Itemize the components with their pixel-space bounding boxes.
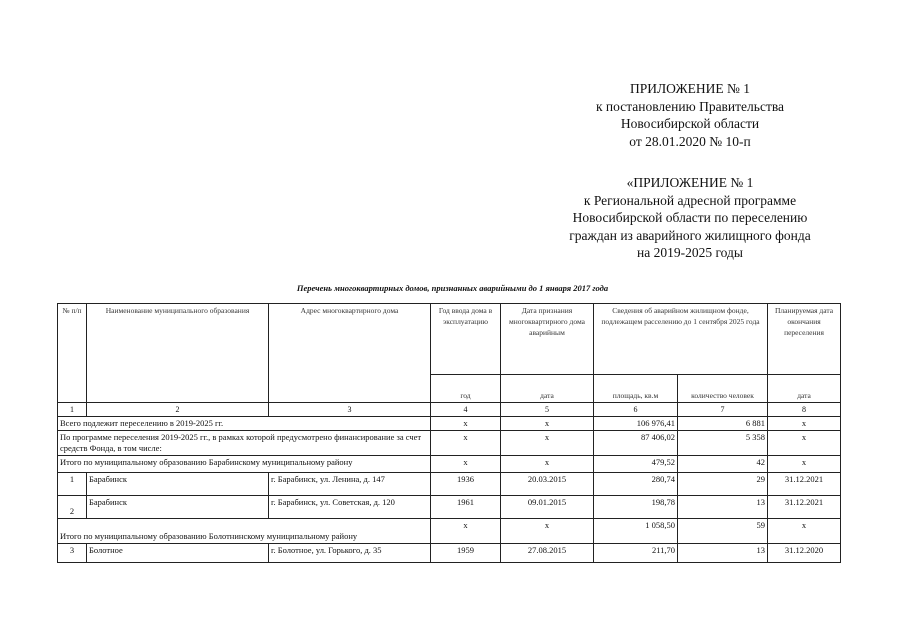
summary-row-fund <box>58 431 841 456</box>
summary-label: По программе переселения 2019-2025 гг., в рамках которой предусмотрено финансирование за счет средств Фонда, в том числе: <box>58 431 431 456</box>
row-people: 13 <box>678 496 768 519</box>
subtotal-year: x <box>431 456 501 473</box>
row-num: 2 <box>58 496 87 519</box>
column-number: 7 <box>678 403 768 417</box>
row-date: 27.08.2015 <box>501 544 594 563</box>
appendix-date-line: от 28.01.2020 № 10-п <box>629 133 751 149</box>
table-row <box>58 473 841 496</box>
table-row <box>58 496 841 519</box>
summary-year: x <box>431 417 501 431</box>
subtotal-people: 42 <box>678 456 768 473</box>
column-number: 6 <box>594 403 678 417</box>
row-address: г. Барабинск, ул. Ленина, д. 147 <box>269 473 431 496</box>
row-area: 280,74 <box>594 473 678 496</box>
row-area: 211,70 <box>594 544 678 563</box>
column-numbers-row <box>58 403 841 417</box>
column-number: 3 <box>269 403 431 417</box>
column-number: 2 <box>87 403 269 417</box>
row-end: 31.12.2021 <box>768 496 841 519</box>
program-appendix-line-3: Новосибирской области по переселению <box>572 210 808 225</box>
appendix-region-line: Новосибирской области <box>620 116 760 131</box>
summary-people: 6 881 <box>678 417 768 431</box>
summary-area: 87 406,02 <box>594 431 678 456</box>
summary-date: x <box>501 431 594 456</box>
unit-date: дата <box>501 375 594 403</box>
program-appendix-line-2: к Региональной адресной программе <box>583 192 797 208</box>
header-year-built: Год ввода дома в эксплуатацию <box>431 304 501 375</box>
subtotal-row-bolotnoe <box>58 519 841 544</box>
appendix-resolution-line: к постановлению Правительства <box>595 98 785 114</box>
summary-end: x <box>768 417 841 431</box>
row-num: 1 <box>58 473 87 496</box>
program-appendix-header <box>540 174 840 262</box>
row-area: 198,78 <box>594 496 678 519</box>
summary-year: x <box>431 431 501 456</box>
header-date-recognized: Дата признания многоквартирного дома аварийным <box>501 304 594 375</box>
column-number: 4 <box>431 403 501 417</box>
row-municipality: Барабинск <box>87 473 269 496</box>
program-appendix-number: «ПРИЛОЖЕНИЕ № 1 <box>626 175 754 190</box>
summary-end: x <box>768 431 841 456</box>
program-appendix-line-5: на 2019-2025 годы <box>637 245 743 260</box>
row-address: г. Барабинск, ул. Советская, д. 120 <box>269 496 431 519</box>
subtotal-date: x <box>501 519 594 544</box>
subtotal-year: x <box>431 519 501 544</box>
row-municipality: Барабинск <box>87 496 269 519</box>
table-row <box>58 544 841 563</box>
subtotal-area: 479,52 <box>594 456 678 473</box>
row-year: 1936 <box>431 473 501 496</box>
program-appendix-line-4: граждан из аварийного жилищного фонда <box>569 227 811 243</box>
subtotal-date: x <box>501 456 594 473</box>
header-num: № п/п <box>58 304 87 403</box>
row-num: 3 <box>58 544 87 563</box>
unit-date-end: дата <box>768 375 841 403</box>
row-date: 20.03.2015 <box>501 473 594 496</box>
header-planned-end: Планируемая дата окончания переселения <box>768 304 841 375</box>
subtotal-row-barabinsk <box>58 456 841 473</box>
subtotal-area: 1 058,50 <box>594 519 678 544</box>
table-header-row <box>58 304 841 375</box>
summary-row-total <box>58 417 841 431</box>
unit-people: количество человек <box>678 375 768 403</box>
row-year: 1961 <box>431 496 501 519</box>
row-people: 29 <box>678 473 768 496</box>
appendix-header <box>560 80 820 150</box>
subtotal-end: x <box>768 519 841 544</box>
column-number: 1 <box>58 403 87 417</box>
header-emergency-info: Сведения об аварийном жилищном фонде, подлежащем расселению до 1 сентября 2025 года <box>594 304 768 375</box>
appendix-number: ПРИЛОЖЕНИЕ № 1 <box>629 81 751 96</box>
subtotal-label: Итого по муниципальному образованию Барабинскому муниципальному району <box>58 456 431 473</box>
column-number: 8 <box>768 403 841 417</box>
row-end: 31.12.2020 <box>768 544 841 563</box>
unit-year: год <box>431 375 501 403</box>
subtotal-label: Итого по муниципальному образованию Болотнинскому муниципальному району <box>58 519 431 544</box>
row-year: 1959 <box>431 544 501 563</box>
row-address: г. Болотное, ул. Горького, д. 35 <box>269 544 431 563</box>
document-title: Перечень многоквартирных домов, признанных аварийными до 1 января 2017 года <box>296 283 609 293</box>
header-address: Адрес многоквартирного дома <box>269 304 431 403</box>
unit-area: площадь, кв.м <box>594 375 678 403</box>
subtotal-end: x <box>768 456 841 473</box>
subtotal-people: 59 <box>678 519 768 544</box>
column-number: 5 <box>501 403 594 417</box>
row-end: 31.12.2021 <box>768 473 841 496</box>
summary-date: x <box>501 417 594 431</box>
row-date: 09.01.2015 <box>501 496 594 519</box>
row-municipality: Болотное <box>87 544 269 563</box>
summary-area: 106 976,41 <box>594 417 678 431</box>
housing-table <box>57 303 841 563</box>
summary-label: Всего подлежит переселению в 2019-2025 гг. <box>58 417 431 431</box>
summary-people: 5 358 <box>678 431 768 456</box>
row-people: 13 <box>678 544 768 563</box>
header-municipality: Наименование муниципального образования <box>87 304 269 403</box>
